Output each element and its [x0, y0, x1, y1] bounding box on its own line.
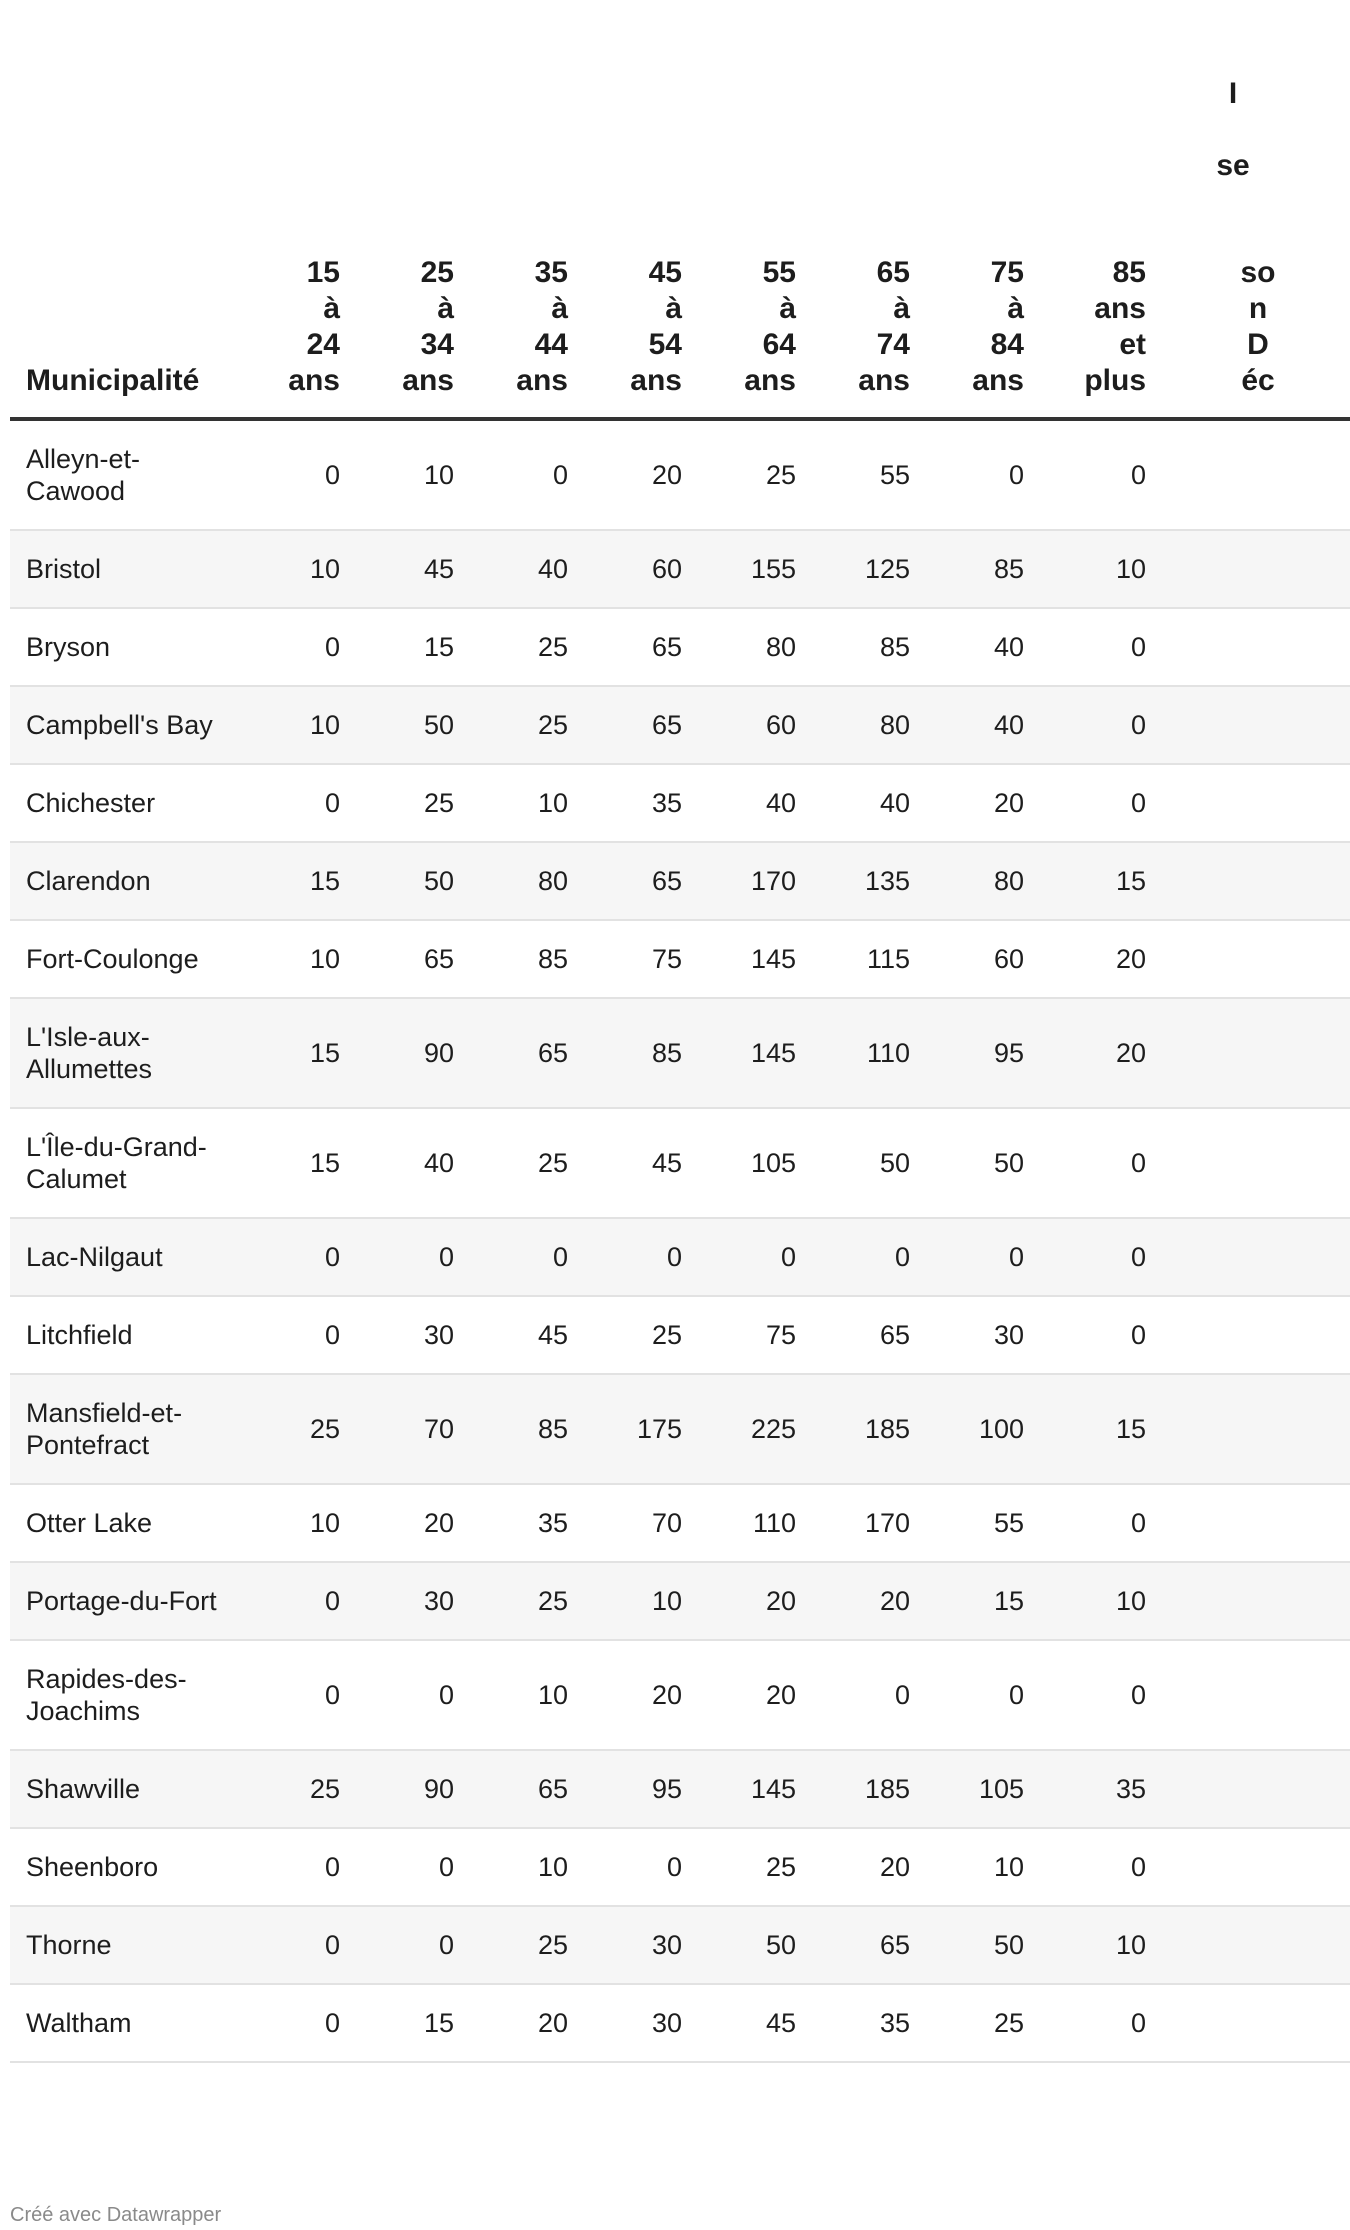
column-header-line: ans: [630, 364, 682, 397]
truncated-cell: [1156, 1374, 1350, 1484]
column-header-line: à: [893, 292, 910, 325]
value-cell: 75: [692, 1296, 806, 1374]
value-cell: 10: [350, 419, 464, 530]
column-header-age-group[interactable]: [464, 255, 578, 419]
value-cell: 25: [464, 1562, 578, 1640]
municipality-cell: Chichester: [10, 764, 236, 842]
column-header-line: à: [1007, 292, 1024, 325]
value-cell: 110: [806, 998, 920, 1108]
municipality-cell: Alleyn-et-Cawood: [10, 419, 236, 530]
column-header-line: éc: [1241, 364, 1275, 397]
value-cell: 0: [692, 1218, 806, 1296]
column-header-line: n: [1248, 292, 1268, 325]
value-cell: 65: [578, 608, 692, 686]
municipality-cell: Litchfield: [10, 1296, 236, 1374]
column-header-line: 65: [876, 256, 910, 289]
value-cell: 80: [692, 608, 806, 686]
truncated-cell: [1156, 1218, 1350, 1296]
value-cell: 0: [236, 764, 350, 842]
table-row: [10, 1218, 1350, 1296]
value-cell: 0: [1034, 1108, 1156, 1218]
value-cell: 50: [350, 686, 464, 764]
table-row: [10, 998, 1350, 1108]
truncated-cell: [1156, 1296, 1350, 1374]
value-cell: 85: [464, 920, 578, 998]
value-cell: 20: [692, 1640, 806, 1750]
value-cell: 0: [350, 1906, 464, 1984]
value-cell: 185: [806, 1750, 920, 1828]
value-cell: 25: [236, 1750, 350, 1828]
municipality-cell: Lac-Nilgaut: [10, 1218, 236, 1296]
value-cell: 60: [920, 920, 1034, 998]
column-header-line: 34: [420, 328, 454, 361]
truncated-cell: [1156, 1906, 1350, 1984]
truncated-cell: [1156, 1640, 1350, 1750]
value-cell: 25: [692, 419, 806, 530]
column-header-line: 64: [762, 328, 796, 361]
column-header-line: D: [1247, 328, 1269, 361]
value-cell: 20: [464, 1984, 578, 2062]
value-cell: 45: [578, 1108, 692, 1218]
value-cell: 0: [1034, 1218, 1156, 1296]
value-cell: 85: [578, 998, 692, 1108]
value-cell: 145: [692, 998, 806, 1108]
value-cell: 0: [578, 1828, 692, 1906]
value-cell: 25: [464, 686, 578, 764]
value-cell: 65: [464, 1750, 578, 1828]
value-cell: 25: [578, 1296, 692, 1374]
value-cell: 60: [692, 686, 806, 764]
truncated-cell: [1156, 419, 1350, 530]
value-cell: 50: [350, 842, 464, 920]
table-row: [10, 920, 1350, 998]
value-cell: 10: [464, 764, 578, 842]
municipality-cell: Clarendon: [10, 842, 236, 920]
value-cell: 15: [1034, 842, 1156, 920]
value-cell: 105: [692, 1108, 806, 1218]
table-row: [10, 764, 1350, 842]
table-row: [10, 1108, 1350, 1218]
value-cell: 50: [806, 1108, 920, 1218]
value-cell: 10: [1034, 530, 1156, 608]
value-cell: 25: [464, 608, 578, 686]
value-cell: 0: [236, 608, 350, 686]
value-cell: 145: [692, 1750, 806, 1828]
datawrapper-credit: Créé avec Datawrapper: [10, 2204, 222, 2226]
value-cell: 35: [806, 1984, 920, 2062]
value-cell: 25: [692, 1828, 806, 1906]
value-cell: 45: [692, 1984, 806, 2062]
value-cell: 50: [920, 1108, 1034, 1218]
value-cell: 10: [236, 920, 350, 998]
table-row: [10, 419, 1350, 530]
value-cell: 0: [920, 1218, 1034, 1296]
value-cell: 20: [350, 1484, 464, 1562]
truncated-cell: [1156, 530, 1350, 608]
value-cell: 65: [464, 998, 578, 1108]
column-header-line: ans: [744, 364, 796, 397]
value-cell: 35: [1034, 1750, 1156, 1828]
column-header-line: 84: [990, 328, 1024, 361]
value-cell: 85: [920, 530, 1034, 608]
value-cell: 0: [920, 1640, 1034, 1750]
municipality-cell: Mansfield-et-Pontefract: [10, 1374, 236, 1484]
value-cell: 90: [350, 998, 464, 1108]
value-cell: 0: [806, 1640, 920, 1750]
value-cell: 30: [578, 1906, 692, 1984]
spanning-column-header: [1163, 76, 1303, 184]
value-cell: 110: [692, 1484, 806, 1562]
value-cell: 25: [236, 1374, 350, 1484]
truncated-cell: [1156, 998, 1350, 1108]
column-header-line: ans: [1094, 292, 1146, 325]
spanning-header-line: I: [1228, 77, 1238, 110]
municipality-cell: Campbell's Bay: [10, 686, 236, 764]
column-header-line: ans: [402, 364, 454, 397]
municipality-cell: Bristol: [10, 530, 236, 608]
value-cell: 35: [578, 764, 692, 842]
column-header-line: 25: [420, 256, 454, 289]
municipality-cell: Bryson: [10, 608, 236, 686]
value-cell: 65: [806, 1296, 920, 1374]
value-cell: 15: [920, 1562, 1034, 1640]
column-header-line: 55: [762, 256, 796, 289]
value-cell: 50: [692, 1906, 806, 1984]
value-cell: 30: [350, 1562, 464, 1640]
municipality-cell: Portage-du-Fort: [10, 1562, 236, 1640]
table-row: [10, 1984, 1350, 2062]
column-header-line: 35: [534, 256, 568, 289]
value-cell: 0: [236, 1296, 350, 1374]
spanning-header-line: se: [1216, 149, 1250, 182]
column-header-age-group[interactable]: [692, 255, 806, 419]
column-header-line: 54: [648, 328, 682, 361]
municipality-cell: L'Île-du-Grand-Calumet: [10, 1108, 236, 1218]
column-header-line: 45: [648, 256, 682, 289]
value-cell: 75: [578, 920, 692, 998]
value-cell: 125: [806, 530, 920, 608]
value-cell: 40: [920, 608, 1034, 686]
truncated-cell: [1156, 686, 1350, 764]
value-cell: 10: [1034, 1906, 1156, 1984]
table-row: [10, 1640, 1350, 1750]
value-cell: 25: [920, 1984, 1034, 2062]
column-header-line: ans: [972, 364, 1024, 397]
value-cell: 15: [236, 842, 350, 920]
value-cell: 0: [350, 1828, 464, 1906]
table-row: [10, 1906, 1350, 1984]
value-cell: 55: [920, 1484, 1034, 1562]
value-cell: 65: [578, 686, 692, 764]
truncated-cell: [1156, 1108, 1350, 1218]
value-cell: 0: [1034, 1640, 1156, 1750]
value-cell: 95: [578, 1750, 692, 1828]
value-cell: 10: [236, 530, 350, 608]
value-cell: 20: [806, 1828, 920, 1906]
municipality-cell: Thorne: [10, 1906, 236, 1984]
value-cell: 0: [806, 1218, 920, 1296]
value-cell: 0: [1034, 1296, 1156, 1374]
truncated-cell: [1156, 1828, 1350, 1906]
value-cell: 0: [1034, 419, 1156, 530]
column-header-age-group[interactable]: [578, 255, 692, 419]
value-cell: 35: [464, 1484, 578, 1562]
column-header-line: 74: [876, 328, 910, 361]
value-cell: 155: [692, 530, 806, 608]
age-group-table: [10, 255, 1350, 2063]
value-cell: 30: [578, 1984, 692, 2062]
table-row: [10, 1562, 1350, 1640]
value-cell: 80: [464, 842, 578, 920]
municipality-cell: Otter Lake: [10, 1484, 236, 1562]
value-cell: 175: [578, 1374, 692, 1484]
value-cell: 20: [578, 419, 692, 530]
value-cell: 20: [692, 1562, 806, 1640]
value-cell: 100: [920, 1374, 1034, 1484]
value-cell: 65: [350, 920, 464, 998]
column-header-line: à: [665, 292, 682, 325]
column-header-line: 15: [306, 256, 340, 289]
table-row: [10, 842, 1350, 920]
value-cell: 30: [920, 1296, 1034, 1374]
value-cell: 40: [464, 530, 578, 608]
value-cell: 0: [236, 1218, 350, 1296]
table-row: [10, 530, 1350, 608]
value-cell: 20: [578, 1640, 692, 1750]
value-cell: 0: [920, 419, 1034, 530]
column-header-age-group[interactable]: [806, 255, 920, 419]
value-cell: 0: [236, 1906, 350, 1984]
value-cell: 0: [464, 1218, 578, 1296]
municipality-cell: Waltham: [10, 1984, 236, 2062]
column-header-age-group[interactable]: [236, 255, 350, 419]
value-cell: 0: [350, 1640, 464, 1750]
column-header-age-group[interactable]: [1034, 255, 1156, 419]
value-cell: 145: [692, 920, 806, 998]
value-cell: 30: [350, 1296, 464, 1374]
value-cell: 0: [236, 1640, 350, 1750]
value-cell: 0: [236, 1984, 350, 2062]
value-cell: 0: [236, 419, 350, 530]
value-cell: 50: [920, 1906, 1034, 1984]
value-cell: 105: [920, 1750, 1034, 1828]
value-cell: 0: [1034, 1828, 1156, 1906]
value-cell: 45: [464, 1296, 578, 1374]
value-cell: 70: [350, 1374, 464, 1484]
value-cell: 15: [350, 1984, 464, 2062]
table-row: [10, 1374, 1350, 1484]
municipality-cell: Rapides-des-Joachims: [10, 1640, 236, 1750]
column-header-line: ans: [858, 364, 910, 397]
column-header-age-group[interactable]: [920, 255, 1034, 419]
table-row: [10, 686, 1350, 764]
municipality-cell: Sheenboro: [10, 1828, 236, 1906]
value-cell: 90: [350, 1750, 464, 1828]
value-cell: 135: [806, 842, 920, 920]
value-cell: 70: [578, 1484, 692, 1562]
value-cell: 15: [236, 998, 350, 1108]
value-cell: 40: [692, 764, 806, 842]
value-cell: 10: [236, 1484, 350, 1562]
value-cell: 0: [578, 1218, 692, 1296]
value-cell: 225: [692, 1374, 806, 1484]
column-header-line: ans: [288, 364, 340, 397]
column-header-line: 85: [1112, 256, 1146, 289]
value-cell: 15: [236, 1108, 350, 1218]
column-header-line: et: [1119, 328, 1146, 361]
column-header-line: plus: [1084, 364, 1146, 397]
column-header-line: à: [437, 292, 454, 325]
value-cell: 40: [806, 764, 920, 842]
column-header-line: 24: [306, 328, 340, 361]
value-cell: 10: [464, 1640, 578, 1750]
value-cell: 80: [920, 842, 1034, 920]
value-cell: 0: [1034, 1484, 1156, 1562]
value-cell: 20: [1034, 998, 1156, 1108]
column-header-line: ans: [516, 364, 568, 397]
value-cell: 45: [350, 530, 464, 608]
value-cell: 85: [464, 1374, 578, 1484]
value-cell: 40: [350, 1108, 464, 1218]
truncated-cell: [1156, 842, 1350, 920]
truncated-cell: [1156, 1562, 1350, 1640]
value-cell: 0: [350, 1218, 464, 1296]
value-cell: 15: [350, 608, 464, 686]
column-header-age-group[interactable]: [350, 255, 464, 419]
value-cell: 25: [464, 1906, 578, 1984]
truncated-cell: [1156, 920, 1350, 998]
value-cell: 60: [578, 530, 692, 608]
truncated-cell: [1156, 1984, 1350, 2062]
truncated-cell: [1156, 764, 1350, 842]
table-row: [10, 1750, 1350, 1828]
value-cell: 80: [806, 686, 920, 764]
value-cell: 0: [236, 1562, 350, 1640]
value-cell: 170: [692, 842, 806, 920]
table-row: [10, 1296, 1350, 1374]
table-row: [10, 608, 1350, 686]
value-cell: 95: [920, 998, 1034, 1108]
column-header-truncated[interactable]: [1156, 255, 1350, 419]
truncated-cell: [1156, 608, 1350, 686]
column-header-municipality[interactable]: Municipalité: [10, 255, 236, 419]
value-cell: 20: [806, 1562, 920, 1640]
municipality-cell: L'Isle-aux-Allumettes: [10, 998, 236, 1108]
value-cell: 115: [806, 920, 920, 998]
value-cell: 0: [464, 419, 578, 530]
value-cell: 10: [920, 1828, 1034, 1906]
value-cell: 25: [464, 1108, 578, 1218]
column-header-line: so: [1240, 256, 1276, 289]
municipality-cell: Fort-Coulonge: [10, 920, 236, 998]
value-cell: 65: [806, 1906, 920, 1984]
truncated-cell: [1156, 1484, 1350, 1562]
header-row: [10, 255, 1350, 419]
value-cell: 170: [806, 1484, 920, 1562]
column-header-line: à: [779, 292, 796, 325]
column-header-line: à: [323, 292, 340, 325]
value-cell: 15: [1034, 1374, 1156, 1484]
value-cell: 20: [920, 764, 1034, 842]
value-cell: 0: [236, 1828, 350, 1906]
value-cell: 0: [1034, 686, 1156, 764]
table-row: [10, 1828, 1350, 1906]
value-cell: 10: [236, 686, 350, 764]
value-cell: 10: [578, 1562, 692, 1640]
value-cell: 10: [1034, 1562, 1156, 1640]
value-cell: 65: [578, 842, 692, 920]
value-cell: 0: [1034, 1984, 1156, 2062]
table-row: [10, 1484, 1350, 1562]
value-cell: 0: [1034, 608, 1156, 686]
value-cell: 185: [806, 1374, 920, 1484]
value-cell: 25: [350, 764, 464, 842]
municipality-cell: Shawville: [10, 1750, 236, 1828]
value-cell: 85: [806, 608, 920, 686]
truncated-cell: [1156, 1750, 1350, 1828]
value-cell: 0: [1034, 764, 1156, 842]
column-header-line: 75: [990, 256, 1024, 289]
value-cell: 20: [1034, 920, 1156, 998]
value-cell: 40: [920, 686, 1034, 764]
column-header-line: à: [551, 292, 568, 325]
value-cell: 10: [464, 1828, 578, 1906]
column-header-line: 44: [534, 328, 568, 361]
value-cell: 55: [806, 419, 920, 530]
